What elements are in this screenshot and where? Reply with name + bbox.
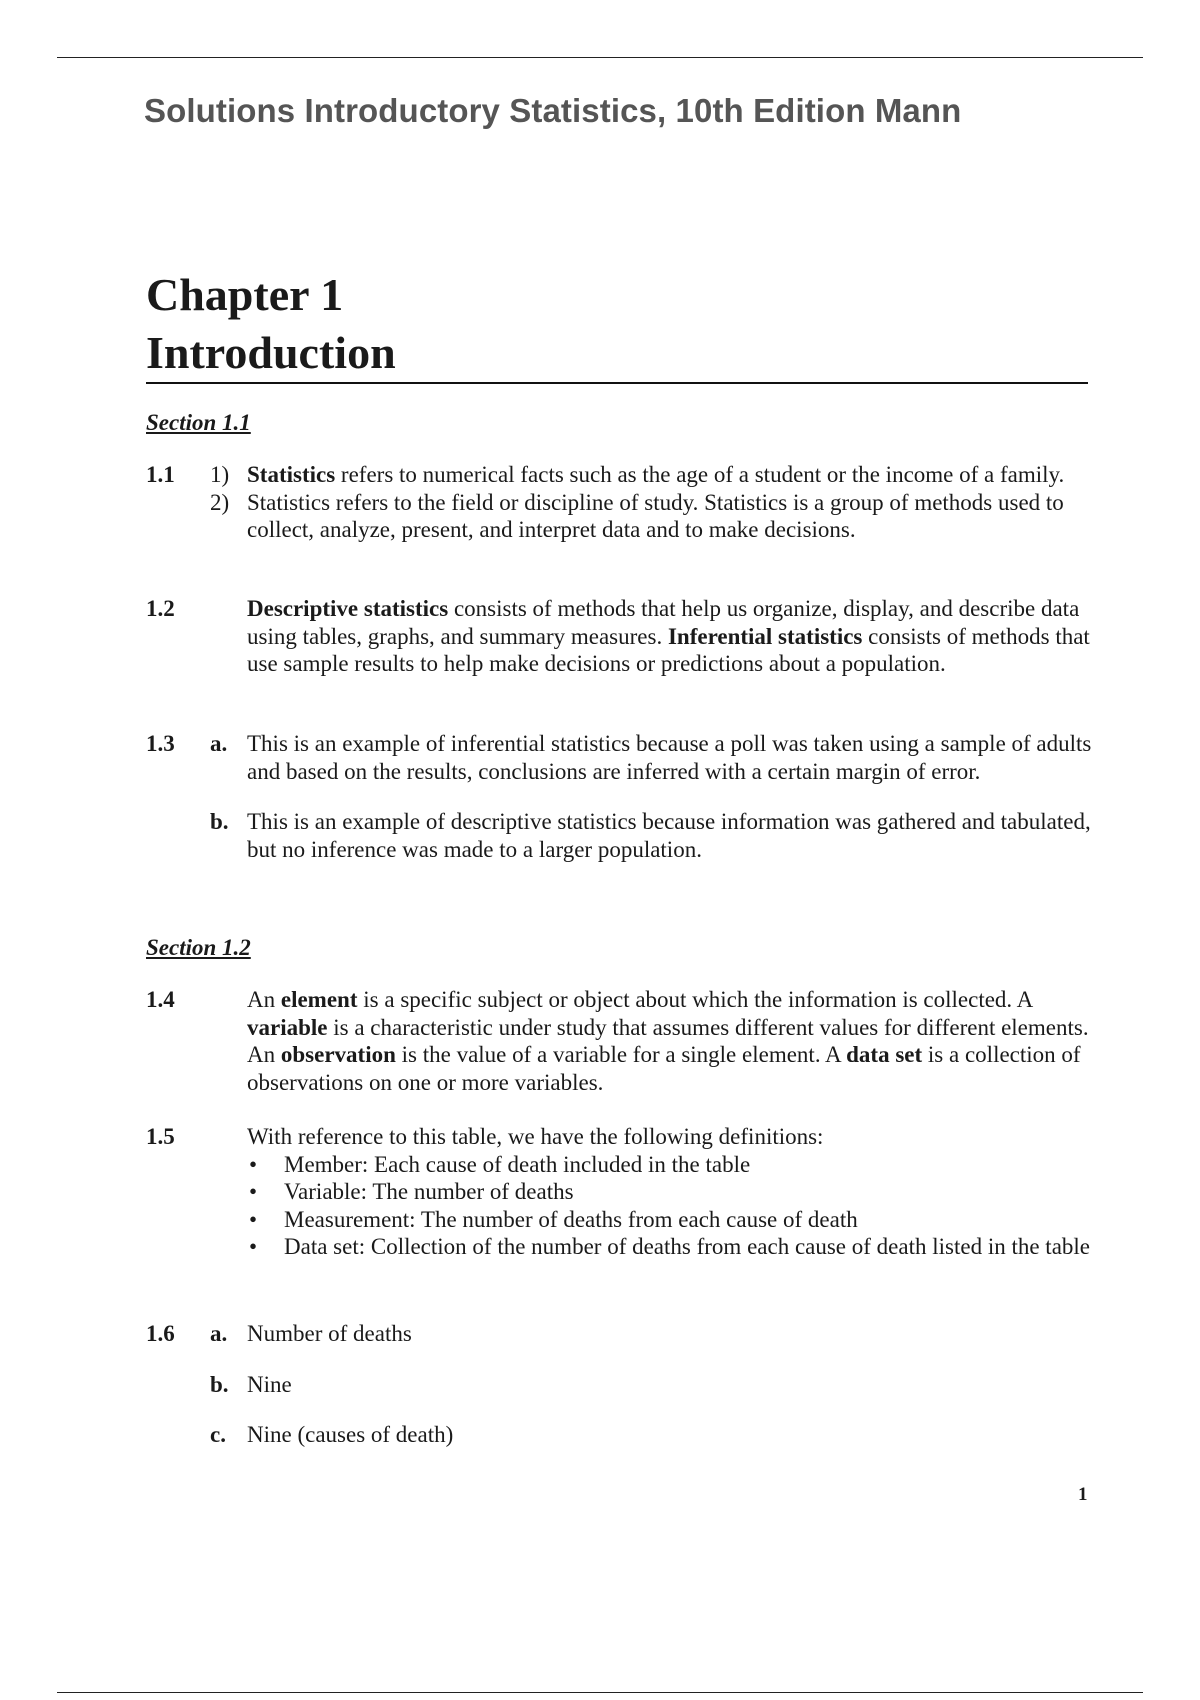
keyword: variable <box>247 1014 328 1040</box>
chapter-title: Introduction <box>146 327 396 378</box>
chapter-heading <box>146 266 1088 384</box>
exercise-part <box>210 461 1096 489</box>
exercise-number: 1.5 <box>146 1124 175 1149</box>
exercise-part <box>210 1421 1096 1449</box>
list-item: • Measurement: The number of deaths from each cause of death <box>247 1206 1096 1234</box>
part-marker: 1) <box>210 462 230 487</box>
keyword: Inferential statistics <box>667 623 863 649</box>
part-text: Nine <box>247 1371 292 1397</box>
text-run: consists of methods that use sample results to help make decisions or predictions about a population. <box>247 623 1090 676</box>
exercise-intro: With reference to this table, we have the following definitions: <box>247 1124 824 1149</box>
keyword: observation <box>280 1042 396 1067</box>
exercise-part <box>210 489 1096 544</box>
bottom-rule <box>57 1692 1143 1693</box>
exercise-part <box>210 730 1096 785</box>
list-item: • Variable: The number of deaths <box>247 1178 1096 1206</box>
text-run: is a collection of observations on one or more variables. <box>247 1042 1081 1095</box>
page-number: 1 <box>1078 1484 1088 1505</box>
exercise-1-6 <box>146 1320 1096 1449</box>
part-marker: 2) <box>210 489 230 515</box>
exercise-part <box>210 1320 1096 1348</box>
exercise-1-5 <box>146 1123 1096 1261</box>
document-title: Solutions Introductory Statistics, 10th Edition Mann <box>144 92 962 129</box>
part-text: Statistics refers to the field or discipline of study. Statistics is a group of methods used to collect, analyze, present, and interpret data and to make decisions. <box>247 489 1064 542</box>
part-text: refers to numerical facts such as the age of a student or the income of a family. <box>335 462 1065 487</box>
exercise-text <box>247 986 1096 1096</box>
exercise-part <box>210 1371 1096 1399</box>
keyword: data set <box>846 1042 923 1067</box>
text-run: is a specific subject or object about which the information is collected. A <box>357 987 1032 1012</box>
definition-list <box>247 1151 1096 1261</box>
part-text: Nine (causes of death) <box>247 1422 454 1447</box>
keyword: Descriptive statistics <box>247 596 449 621</box>
keyword: Statistics <box>247 462 336 487</box>
part-marker: b. <box>210 809 229 834</box>
section-heading-1-2: Section 1.2 <box>146 935 251 960</box>
exercise-number: 1.1 <box>146 462 175 487</box>
text-run: is a characteristic under study that assumes different values for different elements. An <box>247 1014 1089 1067</box>
list-item: • Member: Each cause of death included in the table <box>247 1151 1096 1179</box>
exercise-number: 1.2 <box>146 596 175 621</box>
exercise-number: 1.6 <box>146 1321 175 1346</box>
chapter-number: Chapter 1 <box>146 269 344 320</box>
part-marker: a. <box>210 731 228 756</box>
exercise-number: 1.3 <box>146 731 175 756</box>
part-marker: b. <box>210 1371 229 1397</box>
exercise-1-1 <box>146 461 1096 544</box>
part-text: This is an example of inferential statistics because a poll was taken using a sample of adults and based on the results, conclusions are inferred with a certain margin of error. <box>247 731 1092 784</box>
keyword: element <box>280 987 358 1012</box>
part-text: This is an example of descriptive statistics because information was gathered and tabulated, but no inference was made to a larger population. <box>247 809 1091 862</box>
section-heading-1-1: Section 1.1 <box>146 410 251 435</box>
part-text: Number of deaths <box>247 1321 412 1346</box>
exercise-text <box>247 595 1096 678</box>
text-run: consists of methods that help us organize, display, and describe data using tables, graphs, and summary measures. <box>247 596 1080 649</box>
list-item: • Data set: Collection of the number of deaths from each cause of death listed in the table <box>247 1233 1096 1261</box>
part-marker: a. <box>210 1321 228 1346</box>
exercise-part <box>210 808 1096 863</box>
text-run: An <box>247 987 281 1012</box>
exercise-1-4 <box>146 986 1096 1096</box>
part-marker: c. <box>210 1422 226 1447</box>
exercise-1-2 <box>146 595 1096 678</box>
exercise-number: 1.4 <box>146 987 175 1012</box>
exercise-1-3 <box>146 730 1096 863</box>
top-rule <box>57 57 1143 58</box>
text-run: is the value of a variable for a single element. A <box>395 1042 847 1067</box>
